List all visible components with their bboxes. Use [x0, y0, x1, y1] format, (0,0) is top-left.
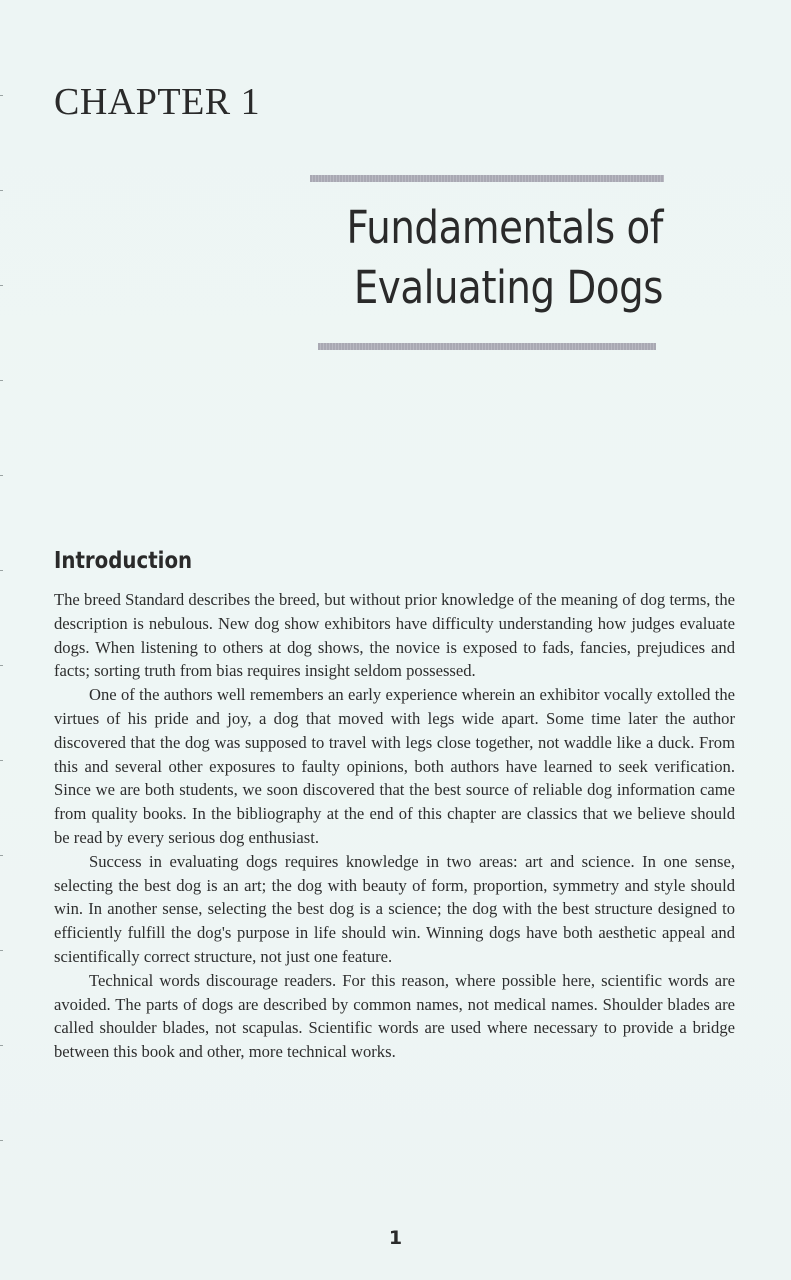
paragraph-4: Technical words discourage readers. For this reason, where possible here, scientific words are avoided. The parts of dogs are described by common names, not medical names. Shoulder blades are called shoulder blades, not scapulas. Scientific words are used where necessary to provide a bridge between this book and other, more technical works.	[54, 970, 735, 1062]
margin-marks	[0, 0, 4, 1280]
section-heading: Introduction	[54, 548, 193, 574]
paragraph-3: Success in evaluating dogs requires knowledge in two areas: art and science. In one sense, selecting the best dog is an art; the dog with beauty of form, proportion, symmetry and style should win. In another sense, selecting the best dog is a science; the dog with the best structure designed to efficiently fulfill the dog's purpose in life should win. Winning dogs have both aesthetic appeal and scientifically correct structure, not just one feature.	[54, 851, 735, 966]
page-number: 1	[388, 1227, 403, 1249]
chapter-label: CHAPTER 1	[54, 81, 261, 123]
title-rule-top	[310, 175, 664, 182]
body-text	[54, 588, 735, 1064]
paragraph-2: One of the authors well remembers an early experience wherein an exhibitor vocally extolled the virtues of his pride and joy, a dog that moved with legs wide apart. Some time later the author discovered that the dog was supposed to travel with legs close together, not waddle like a duck. From this and several other exposures to faulty opinions, both authors have learned to seek verification. Since we are both students, we soon discovered that the best source of reliable dog information came from quality books. In the bibliography at the end of this chapter are classics that we believe should be read by every serious dog enthusiast.	[54, 685, 735, 847]
paragraph-1: The breed Standard describes the breed, but without prior knowledge of the meaning of dog terms, the description is nebulous. New dog show exhibitors have difficulty understanding how judges evaluate dogs. When listening to others at dog shows, the novice is exposed to fads, fancies, prejudices and facts; sorting truth from bias requires insight seldom possessed.	[54, 590, 735, 681]
chapter-title: Fundamentals of Evaluating Dogs	[346, 201, 663, 314]
title-rule-bottom	[318, 343, 656, 350]
